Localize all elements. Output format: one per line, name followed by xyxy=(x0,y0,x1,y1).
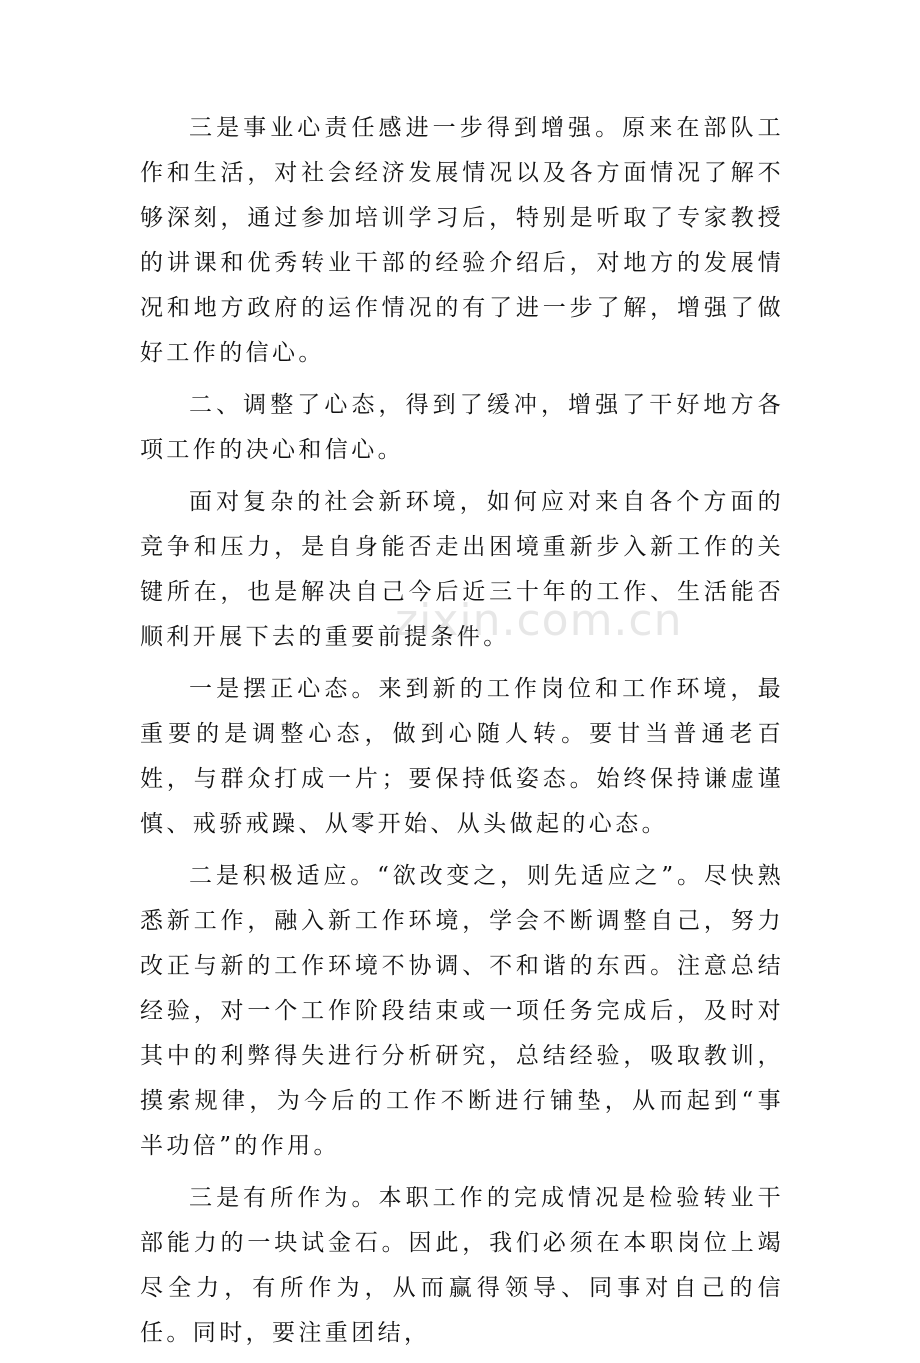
paragraph-4: 一是摆正心态。来到新的工作岗位和工作环境，最重要的是调整心态，做到心随人转。要甘当普通老百姓，与群众打成一片；要保持低姿态。始终保持谦虚谨慎、戒骄戒躁、从零开始、从头做起的心态。 xyxy=(140,676,784,837)
paragraph-1: 三是事业心责任感进一步得到增强。原来在部队工作和生活，对社会经济发展情况以及各方面情况了解不够深刻，通过参加培训学习后，特别是听取了专家教授的讲课和优秀转业干部的经验介绍后，对地方的发展情况和地方政府的运作情况的有了进一步了解，增强了做好工作的信心。 xyxy=(140,115,784,366)
watermark: zixin.com.cn xyxy=(395,595,683,646)
document-body xyxy=(140,106,784,1363)
paragraph-6: 三是有所作为。本职工作的完成情况是检验转业干部能力的一块试金石。因此，我们必须在本职岗位上竭尽全力，有所作为，从而赢得领导、同事对自己的信任。同时，要注重团结， xyxy=(140,1185,784,1346)
paragraph-5: 二是积极适应。“欲改变之，则先适应之”。尽快熟悉新工作，融入新工作环境，学会不断调整自己，努力改正与新的工作环境不协调、不和谐的东西。注意总结经验，对一个工作阶段结束或一项任务完成后，及时对其中的利弊得失进行分析研究，总结经验，吸取教训，摸索规律，为今后的工作不断进行铺垫，从而起到“事半功倍”的作用。 xyxy=(140,863,784,1159)
paragraph-3: 面对复杂的社会新环境，如何应对来自各个方面的竞争和压力，是自身能否走出困境重新步入新工作的关键所在，也是解决自己今后近三十年的工作、生活能否顺利开展下去的重要前提条件。 xyxy=(140,489,784,650)
paragraph-2: 二、调整了心态，得到了缓冲，增强了干好地方各项工作的决心和信心。 xyxy=(140,392,784,463)
